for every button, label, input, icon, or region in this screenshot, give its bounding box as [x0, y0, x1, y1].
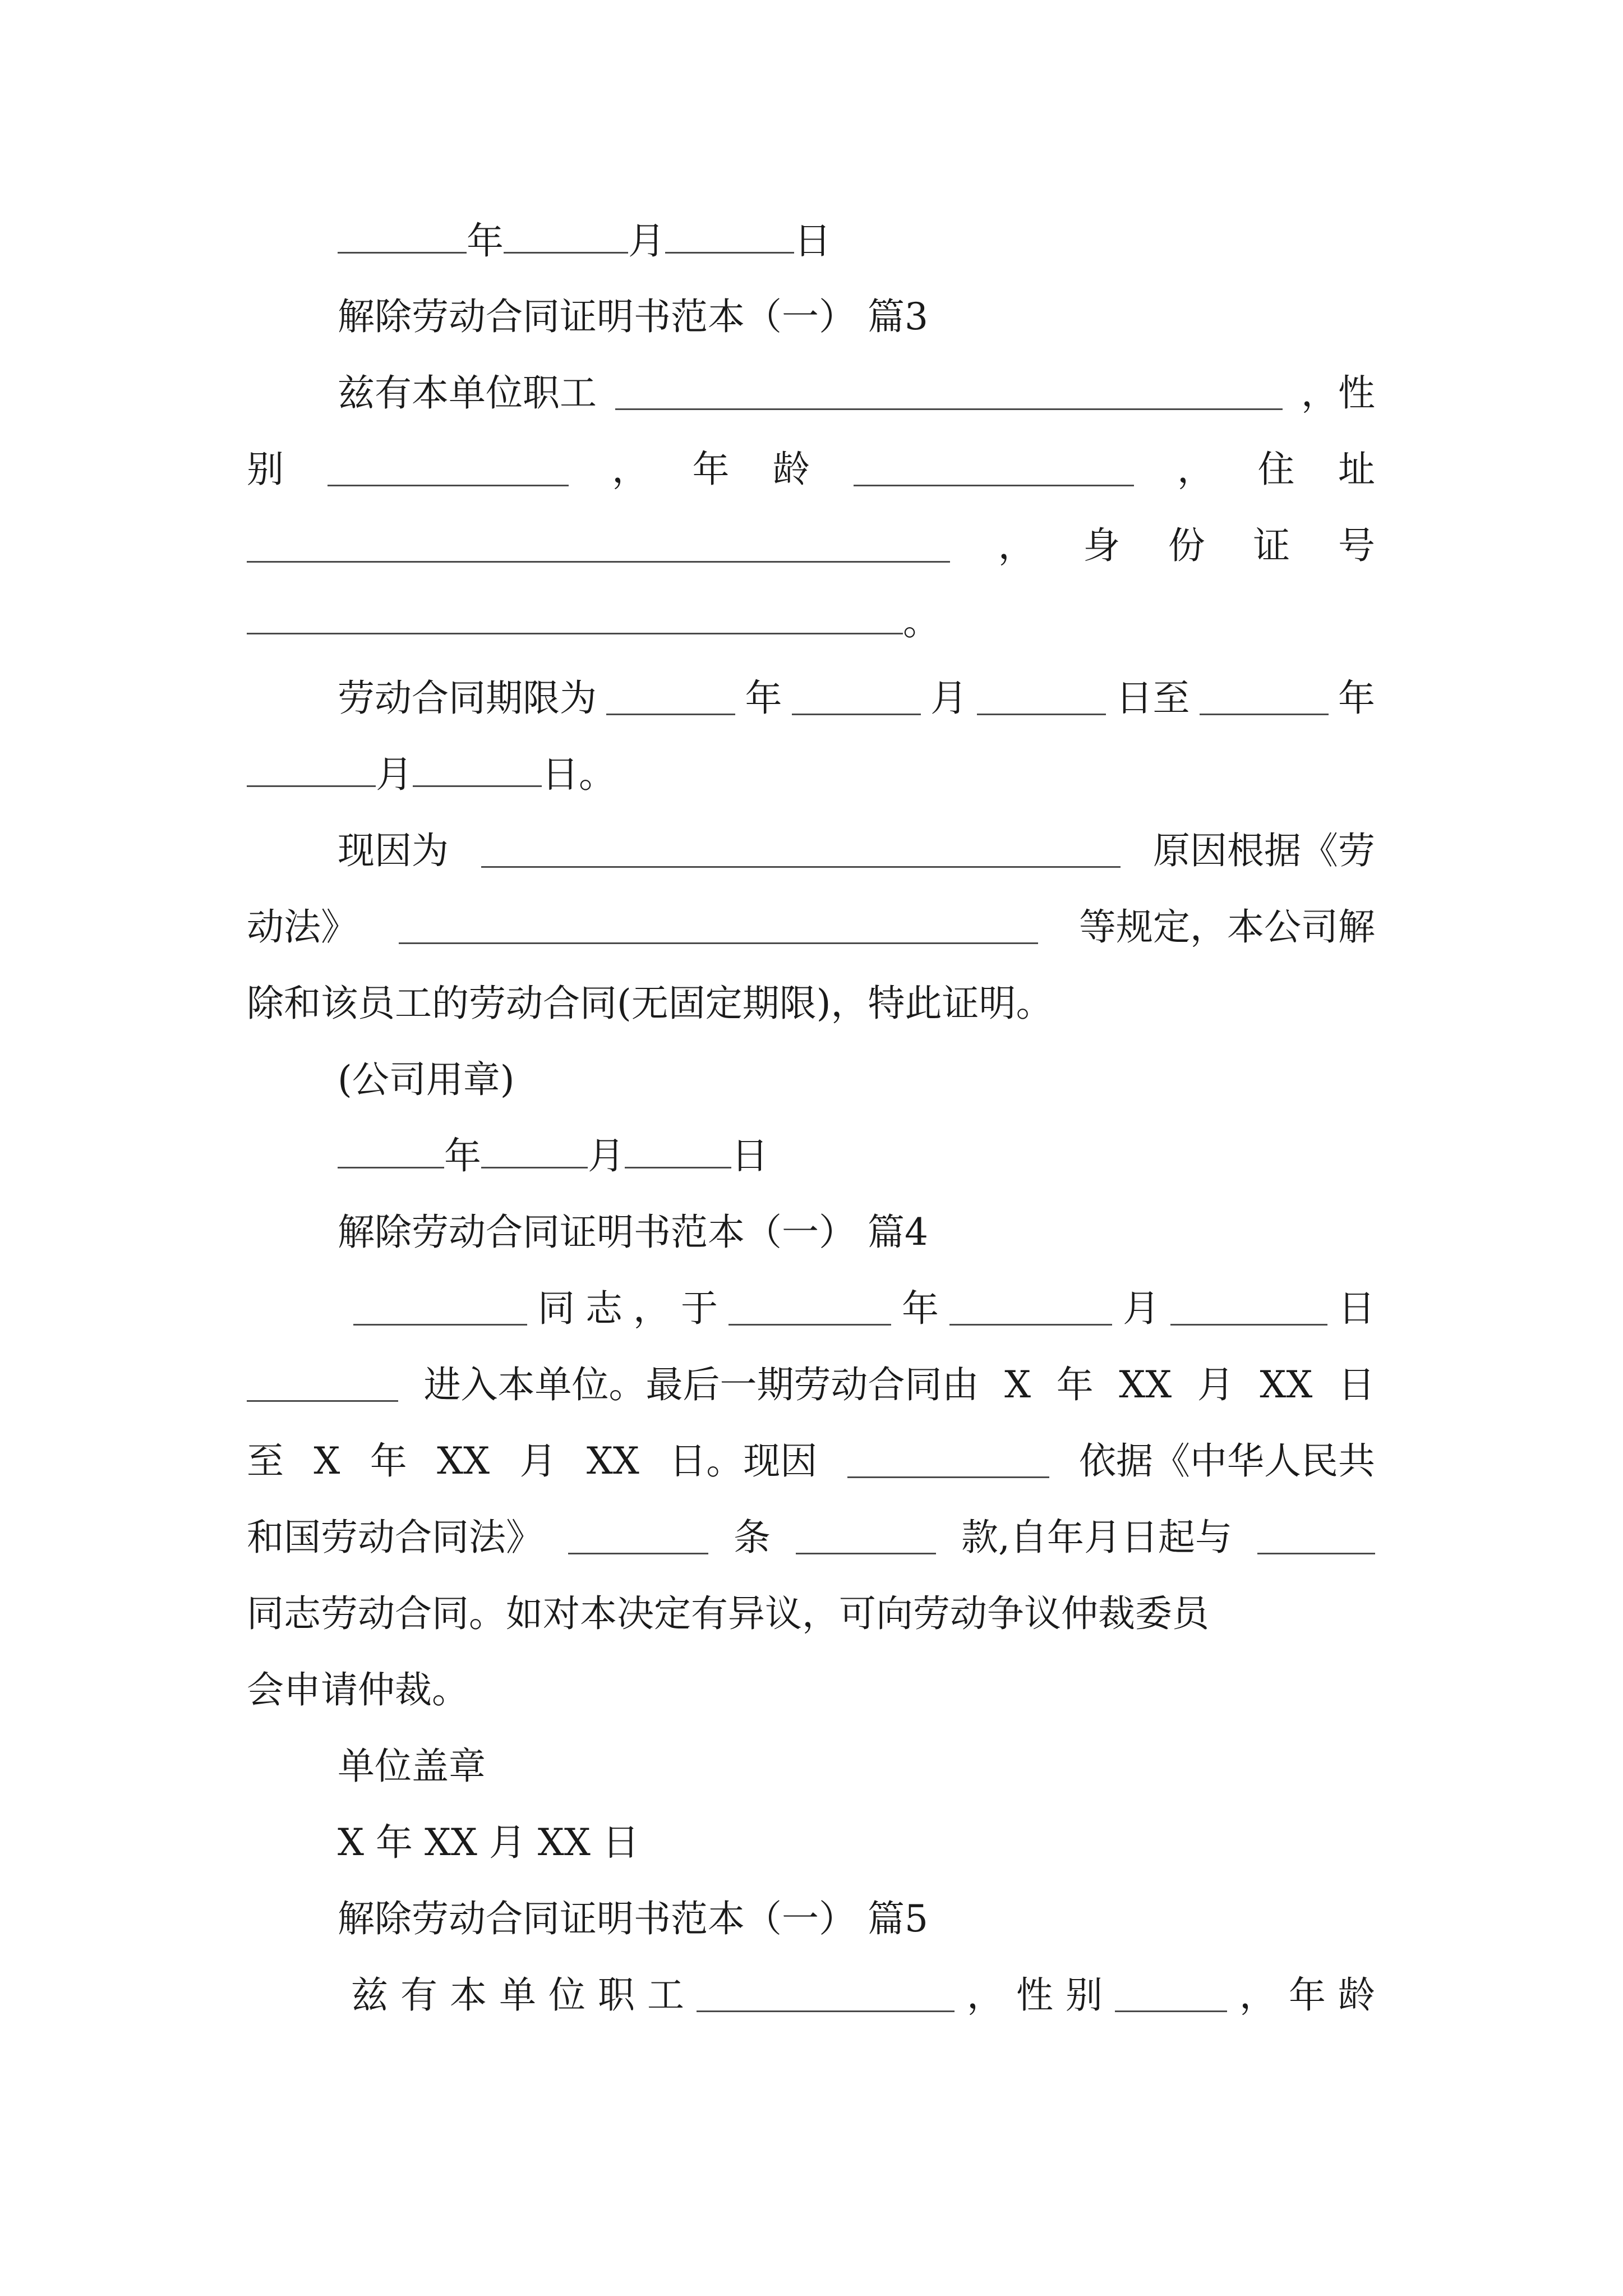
blank-clause — [796, 1521, 936, 1554]
blank-id-number — [247, 601, 903, 634]
text-segment: X — [1004, 1363, 1031, 1406]
text-segment: 月 — [1123, 1287, 1160, 1330]
text-segment: 等规定，本公司解 — [1079, 905, 1375, 949]
text-segment: 年 — [1289, 1973, 1326, 2017]
text-segment: XX — [1260, 1363, 1313, 1406]
text-segment: 住 — [1257, 448, 1295, 491]
blank-gender — [1115, 1979, 1227, 2012]
text-segment: ， — [967, 1973, 1004, 2017]
paragraph-line — [247, 902, 1375, 953]
paragraph-line — [247, 368, 1375, 418]
text-segment: 职 — [598, 1973, 635, 2017]
paragraph-line: 除和该员工的劳动合同(无固定期限)，特此证明。 — [247, 982, 1053, 1025]
blank-gender — [328, 453, 569, 486]
blank-year — [338, 1135, 444, 1168]
text-segment: 月 — [930, 677, 967, 720]
text-segment: 月 — [519, 1439, 557, 1483]
date-day-label: 日 — [731, 1134, 768, 1177]
blank-month — [504, 220, 628, 254]
paragraph-line: 同志劳动合同。如对本决定有异议，可向劳动争议仲裁委员 — [247, 1592, 1209, 1635]
blank-employee-name — [615, 377, 1283, 410]
blank-start-month — [792, 682, 921, 715]
text-segment: 同 — [538, 1287, 575, 1330]
blank-join-month — [949, 1292, 1112, 1326]
blank-year — [338, 220, 467, 254]
text-segment: 条 — [734, 1516, 771, 1559]
date-month-label: 月 — [588, 1134, 625, 1177]
text-segment: 月 — [376, 753, 413, 796]
text-segment: 兹 — [351, 1973, 388, 2017]
text-segment: 证 — [1253, 524, 1290, 567]
text-segment: 月 — [1197, 1363, 1234, 1406]
text-segment: 至 — [247, 1439, 284, 1483]
section-heading-4: 解除劳动合同证明书范本（一） 篇4 — [338, 1211, 928, 1254]
text-segment: 位 — [548, 1973, 585, 2017]
text-segment: XX — [1119, 1363, 1172, 1406]
text-segment: ， — [1239, 1973, 1276, 2017]
paragraph-line — [247, 1283, 1375, 1334]
paragraph-line — [247, 749, 1375, 800]
blank-end-month — [247, 754, 376, 787]
text-segment: XX — [437, 1439, 490, 1483]
text-segment: 别 — [247, 448, 284, 491]
text-segment: 号 — [1338, 524, 1375, 567]
paragraph-line — [247, 826, 1375, 876]
blank-join-year — [728, 1292, 891, 1326]
text-segment: 别 — [1066, 1973, 1103, 2017]
text-segment: 单 — [499, 1973, 536, 2017]
text-segment: 年 — [692, 448, 730, 491]
text-segment: ， — [998, 524, 1035, 567]
blank-join-day — [1170, 1292, 1327, 1326]
text-segment: 日 — [1338, 1363, 1375, 1406]
blank-start-day — [977, 682, 1106, 715]
text-segment: 日。 — [542, 753, 616, 796]
date-year-label: 年 — [444, 1134, 481, 1177]
blank-day — [665, 220, 794, 254]
blank-end-year — [1200, 682, 1329, 715]
paragraph-line — [247, 521, 1375, 571]
blank-name — [353, 1292, 527, 1326]
text-segment: 日。现因 — [669, 1439, 818, 1483]
date-day-label: 日 — [794, 219, 831, 263]
text-segment: 进入本单位。最后一期劳动合同由 — [423, 1363, 979, 1406]
paragraph-line — [247, 1436, 1375, 1487]
section-heading-5: 解除劳动合同证明书范本（一） 篇5 — [338, 1897, 928, 1940]
paragraph-line: 会申请仲裁。 — [247, 1668, 469, 1711]
blank-comrade-name — [1257, 1521, 1375, 1554]
text-segment: 年 — [745, 677, 782, 720]
text-segment: 现因为 — [338, 829, 449, 872]
blank-end-day — [413, 754, 542, 787]
blank-address — [247, 530, 950, 563]
text-segment: ， — [1177, 448, 1214, 491]
text-segment: 龄 — [773, 448, 810, 491]
blank-reason — [481, 835, 1121, 868]
text-segment: 志 — [585, 1287, 623, 1330]
text-segment: 款,自年月日起与 — [961, 1516, 1232, 1559]
text-segment: 动法》 — [247, 905, 358, 949]
text-segment: 有 — [400, 1973, 437, 2017]
date-line — [247, 216, 1375, 266]
text-segment: 性 — [1016, 1973, 1053, 2017]
date-line: X 年 XX 月 XX 日 — [338, 1821, 639, 1864]
blank-join-detail — [247, 1369, 398, 1402]
paragraph-line — [247, 673, 1375, 724]
paragraph-line — [247, 1512, 1375, 1563]
blank-start-year — [606, 682, 735, 715]
text-segment: 原因根据《劳 — [1153, 829, 1375, 872]
blank-reason — [847, 1445, 1049, 1478]
text-segment: 年 — [370, 1439, 407, 1483]
blank-law-article — [399, 911, 1038, 944]
section-heading-3: 解除劳动合同证明书范本（一） 篇3 — [338, 295, 928, 338]
text-segment: 年 — [1338, 677, 1375, 720]
text-segment: 兹有本单位职工 — [338, 371, 597, 415]
text-segment: 址 — [1338, 448, 1375, 491]
blank-age — [854, 453, 1134, 486]
text-segment: ，性 — [1301, 371, 1375, 415]
unit-seal-label: 单位盖章 — [338, 1745, 486, 1788]
company-seal-label: (公司用章) — [338, 1058, 515, 1101]
text-segment: 年 — [1056, 1363, 1094, 1406]
blank-article — [568, 1521, 708, 1554]
blank-employee-name — [697, 1979, 955, 2012]
paragraph-line — [247, 1970, 1375, 2021]
blank-day — [625, 1135, 731, 1168]
text-segment: ， — [612, 448, 649, 491]
date-year-label: 年 — [467, 219, 504, 263]
text-segment: 依据《中华人民共 — [1078, 1439, 1375, 1483]
text-segment: 和国劳动合同法》 — [247, 1516, 543, 1559]
text-segment: 龄 — [1338, 1973, 1375, 2017]
text-segment: 工 — [647, 1973, 684, 2017]
paragraph-line — [247, 444, 1375, 495]
text-segment: 日 — [1338, 1287, 1375, 1330]
text-segment: 本 — [450, 1973, 487, 2017]
text-segment: ， — [633, 1287, 670, 1330]
text-segment: 年 — [902, 1287, 939, 1330]
text-segment: XX — [586, 1439, 639, 1483]
text-segment: 。 — [903, 600, 940, 643]
text-segment: 身 — [1083, 524, 1121, 567]
date-line — [247, 1131, 1375, 1181]
blank-month — [481, 1135, 588, 1168]
date-month-label: 月 — [628, 219, 665, 263]
text-segment: 于 — [681, 1287, 718, 1330]
text-segment: 份 — [1168, 524, 1205, 567]
paragraph-line — [247, 1360, 1375, 1410]
text-segment: 日至 — [1115, 677, 1190, 720]
text-segment: 劳动合同期限为 — [338, 677, 597, 720]
text-segment: X — [313, 1439, 340, 1483]
paragraph-line — [247, 597, 1375, 647]
